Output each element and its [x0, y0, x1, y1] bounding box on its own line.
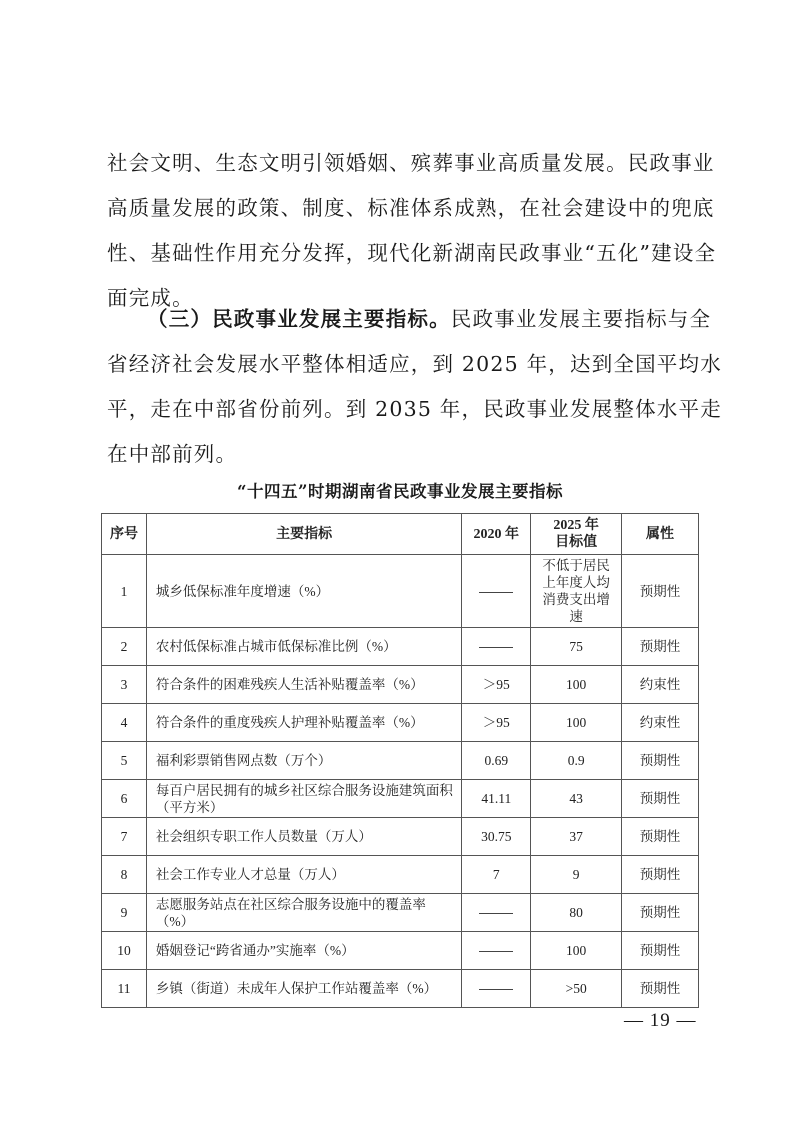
value-2020: 7: [462, 856, 531, 894]
row-number: 4: [102, 704, 147, 742]
indicator-name: 每百户居民拥有的城乡社区综合服务设施建筑面积（平方米）: [146, 780, 461, 818]
indicator-name: 乡镇（街道）未成年人保护工作站覆盖率（%）: [146, 970, 461, 1008]
text-line: 平，走在中部省份前列。到 2035 年，民政事业发展整体水平走: [107, 397, 722, 421]
table-row: [102, 856, 699, 894]
dash-mark: [479, 647, 513, 648]
table-caption: “十四五”时期湖南省民政事业发展主要指标: [237, 482, 563, 501]
value-2020: [462, 932, 531, 970]
row-number: 10: [102, 932, 147, 970]
attribute: 预期性: [622, 818, 699, 856]
indicator-name: 福利彩票销售网点数（万个）: [146, 742, 461, 780]
indicator-name: 社会工作专业人才总量（万人）: [146, 856, 461, 894]
indicator-name: 婚姻登记“跨省通办”实施率（%）: [146, 932, 461, 970]
row-number: 7: [102, 818, 147, 856]
row-number: 6: [102, 780, 147, 818]
attribute: 预期性: [622, 780, 699, 818]
target-2025: 75: [531, 628, 622, 666]
dash-mark: [479, 951, 513, 952]
attribute: 预期性: [622, 742, 699, 780]
target-2025: 37: [531, 818, 622, 856]
text-line: 在中部前列。: [107, 442, 238, 466]
value-2020: [462, 894, 531, 932]
header-attribute: 属性: [622, 514, 699, 555]
table-row: [102, 742, 699, 780]
target-2025: 9: [531, 856, 622, 894]
value-2020: ＞95: [462, 666, 531, 704]
value-2020: 30.75: [462, 818, 531, 856]
indicator-name: 城乡低保标准年度增速（%）: [146, 555, 461, 628]
table-row: [102, 666, 699, 704]
target-2025: >50: [531, 970, 622, 1008]
row-number: 3: [102, 666, 147, 704]
table-body: [102, 555, 699, 1008]
attribute: 约束性: [622, 666, 699, 704]
attribute: 预期性: [622, 856, 699, 894]
header-2020: 2020 年: [462, 514, 531, 555]
target-2025: 100: [531, 666, 622, 704]
row-number: 1: [102, 555, 147, 628]
attribute: 约束性: [622, 704, 699, 742]
header-2025-line2: 目标值: [555, 535, 598, 550]
table-row: [102, 970, 699, 1008]
target-2025: 100: [531, 932, 622, 970]
indicator-name: 符合条件的重度残疾人护理补贴覆盖率（%）: [146, 704, 461, 742]
table-row: [102, 932, 699, 970]
dash-mark: [479, 989, 513, 990]
attribute: 预期性: [622, 970, 699, 1008]
row-number: 8: [102, 856, 147, 894]
indicator-name: 符合条件的困难残疾人生活补贴覆盖率（%）: [146, 666, 461, 704]
table-row: [102, 818, 699, 856]
text-line: 高质量发展的政策、制度、标准体系成熟，在社会建设中的兜底: [107, 196, 715, 220]
target-2025: 80: [531, 894, 622, 932]
text-line: 省经济社会发展水平整体相适应，到 2025 年，达到全国平均水: [107, 352, 722, 376]
row-number: 5: [102, 742, 147, 780]
value-2020: 41.11: [462, 780, 531, 818]
attribute: 预期性: [622, 932, 699, 970]
target-2025: 不低于居民上年度人均消费支出增速: [531, 555, 622, 628]
header-2025: [531, 514, 622, 555]
value-2020: 0.69: [462, 742, 531, 780]
value-2020: [462, 970, 531, 1008]
indicator-name: 农村低保标准占城市低保标准比例（%）: [146, 628, 461, 666]
row-number: 2: [102, 628, 147, 666]
text-line: 面完成。: [107, 286, 194, 310]
table-row: [102, 704, 699, 742]
value-2020: ＞95: [462, 704, 531, 742]
target-2025: 43: [531, 780, 622, 818]
table-row: [102, 628, 699, 666]
indicator-name: 志愿服务站点在社区综合服务设施中的覆盖率（%）: [146, 894, 461, 932]
table-row: [102, 894, 699, 932]
section-heading: （三）民政事业发展主要指标。: [147, 307, 451, 331]
text-line: 社会文明、生态文明引领婚姻、殡葬事业高质量发展。民政事业: [107, 151, 715, 175]
dash-mark: [479, 592, 513, 593]
attribute: 预期性: [622, 628, 699, 666]
target-2025: 100: [531, 704, 622, 742]
value-2020: [462, 628, 531, 666]
header-indicator: 主要指标: [146, 514, 461, 555]
table-row: [102, 780, 699, 818]
value-2020: [462, 555, 531, 628]
indicators-table: [101, 513, 699, 1008]
text-line: [147, 304, 711, 334]
text-span: 民政事业发展主要指标与全: [450, 307, 712, 331]
text-line: 性、基础性作用充分发挥，现代化新湖南民政事业“五化”建设全: [107, 241, 717, 265]
row-number: 11: [102, 970, 147, 1008]
header-2025-line1: 2025 年: [553, 518, 599, 533]
target-2025: 0.9: [531, 742, 622, 780]
header-no: 序号: [102, 514, 147, 555]
page-number: — 19 —: [624, 1010, 697, 1031]
table-row: [102, 555, 699, 628]
indicator-name: 社会组织专职工作人员数量（万人）: [146, 818, 461, 856]
attribute: 预期性: [622, 555, 699, 628]
dash-mark: [479, 913, 513, 914]
row-number: 9: [102, 894, 147, 932]
table-header-row: [102, 514, 699, 555]
attribute: 预期性: [622, 894, 699, 932]
